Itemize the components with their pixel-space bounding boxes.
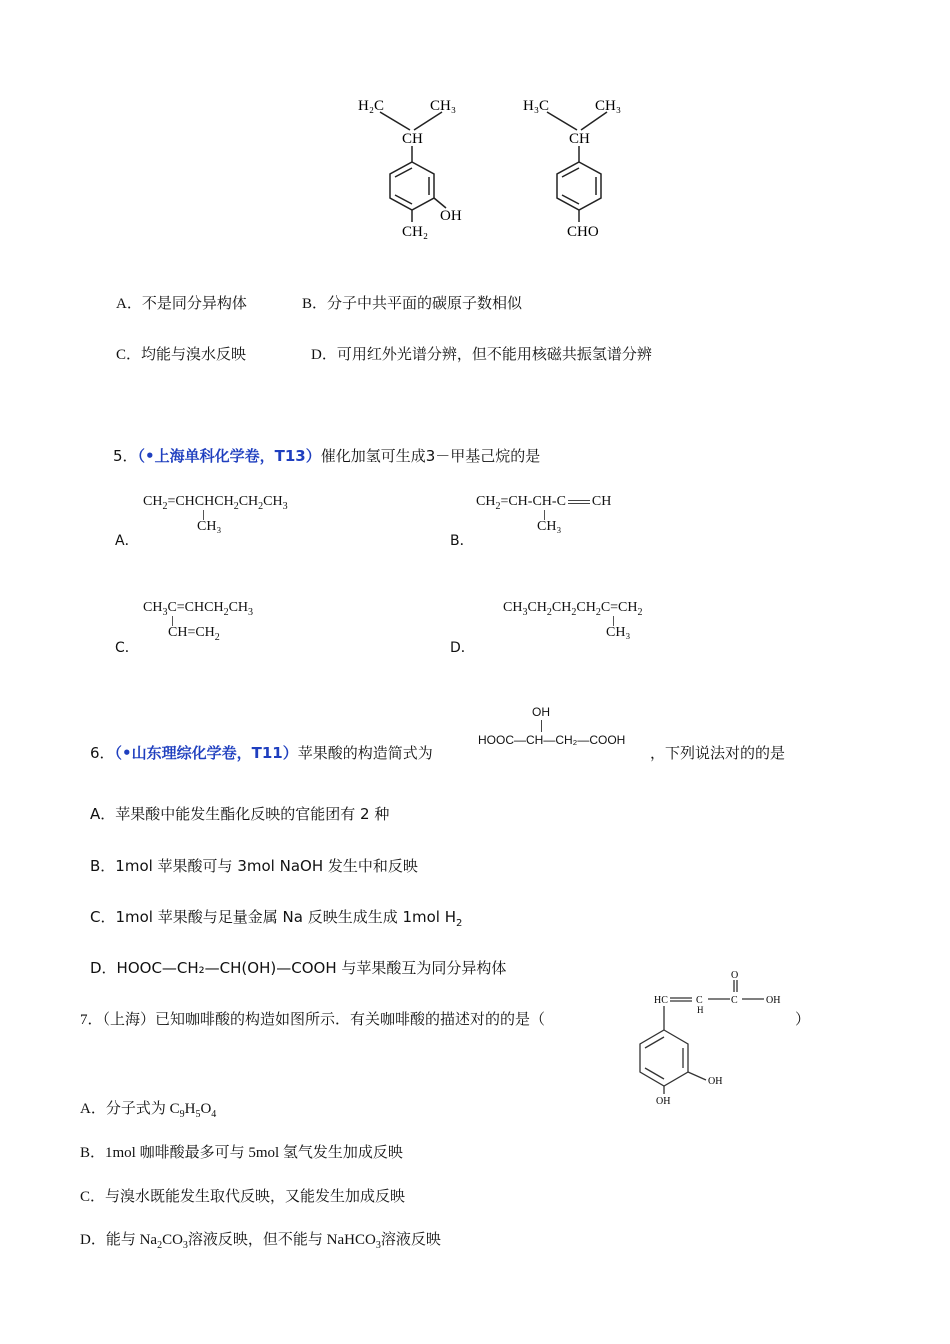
q5-c-formula: $CH_3C=CHCH_2CH_3$: [143, 600, 254, 618]
q7-option-c: C．与溴水既能发生取代反映，又能发生加成反映: [80, 1189, 406, 1205]
q5-stem: [113, 445, 540, 466]
caffeic-oh-mid: OH: [708, 1076, 723, 1087]
q7-close-paren: ）: [795, 1012, 811, 1028]
q5-label-c: C．: [115, 640, 139, 656]
caffeic-o: O: [731, 970, 739, 981]
q7-option-a: [80, 1097, 216, 1120]
q5-label-a: A．: [115, 533, 139, 549]
q4-option-d: D．可用红外光谱分辨，但不能用核磁共振氢谱分辨: [311, 347, 652, 363]
q7-d-prefix: D．能与 Na: [80, 1232, 158, 1248]
q6-option-d: D．HOOC—CH₂—CH(OH)—COOH 与苹果酸互为同分异构体: [90, 959, 507, 977]
right-top-left-label: H₃C: [523, 98, 550, 114]
q6-source: （•山东理综化学卷，T11）: [114, 744, 298, 762]
q4-option-a: A．不是同分异构体: [116, 296, 247, 312]
q5-stem-text: 催化加氢可生成3－甲基己烷的是: [320, 447, 541, 465]
q7-a-sub2: 5: [195, 1109, 201, 1120]
q5-c-branch: $CH=CH_2$: [168, 625, 220, 643]
q5-label-b: B．: [450, 533, 474, 549]
q7-d-co: CO: [162, 1232, 183, 1248]
q7-d-sub1: 2: [157, 1240, 163, 1251]
q7-a-sub1: 9: [179, 1109, 185, 1120]
q6-formula-bond: [541, 720, 542, 732]
q5-d-branch: CH₃: [606, 625, 631, 640]
caffeic-h: H: [697, 1005, 704, 1015]
q6-option-c: [90, 906, 462, 929]
q6-stem: [90, 742, 433, 763]
q5-b-formula: $CH_2=CH-CH-C$ CH: [476, 494, 612, 512]
q6-formula-main: HOOC—CH—CH₂—COOH: [478, 733, 626, 747]
q4-option-c: C．均能与溴水反映: [116, 347, 247, 363]
right-bottom-label: CHO: [567, 224, 599, 240]
left-top-right-label: CH₃: [430, 98, 457, 114]
structure-left: [350, 90, 490, 245]
q6-number: 6．: [90, 744, 115, 762]
q5-number: 5．: [113, 447, 138, 465]
q7-d-sub2: 3: [182, 1240, 188, 1251]
structure-right: [515, 90, 635, 245]
q5-b-branch: CH₃: [537, 519, 562, 534]
q5-label-d: D．: [450, 640, 475, 656]
q6-option-c-text: C．1mol 苹果酸与足量金属 Na 反映生成生成 1mol H: [90, 908, 457, 926]
q6-option-a: A．苹果酸中能发生酯化反映的官能团有 2 种: [90, 805, 390, 823]
q4-option-b: B．分子中共平面的碳原子数相似: [302, 296, 523, 312]
left-ch-label: CH: [402, 131, 423, 147]
left-oh-label: OH: [440, 208, 462, 224]
q6-stem-tail: ，下列说法对的的是: [650, 744, 786, 762]
q7-option-d: [80, 1228, 441, 1251]
q6-formula-oh: OH: [532, 705, 550, 719]
q7-d-sub3: 3: [375, 1240, 381, 1251]
q6-stem-text: 苹果酸的构造简式为: [297, 744, 433, 762]
q7-d-mid: 溶液反映，但不能与 NaHCO: [187, 1232, 376, 1248]
q7-option-b: B．1mol 咖啡酸最多可与 5mol 氢气发生加成反映: [80, 1145, 403, 1161]
left-bottom-label: CH₂: [402, 224, 429, 240]
q7-a-prefix: A．分子式为 C: [80, 1101, 180, 1117]
caffeic-oh-top: OH: [766, 995, 781, 1006]
left-top-left-label: H₂C: [358, 98, 385, 114]
q5-a-formula: $CH_2=CHCHCH_2CH_2CH_3$: [143, 494, 288, 512]
caffeic-hc: HC: [654, 995, 668, 1006]
caffeic-acid-structure: [630, 968, 790, 1108]
q5-d-formula: $CH_3CH_2CH_2CH_2C=CH_2$: [503, 600, 643, 618]
q6-option-c-sub: 2: [456, 918, 463, 929]
q7-d-tail: 溶液反映: [380, 1232, 441, 1248]
q7-a-o: O: [200, 1101, 212, 1117]
caffeic-c2: C: [731, 995, 738, 1006]
q7-a-h: H: [184, 1101, 196, 1117]
right-ch-label: CH: [569, 131, 590, 147]
q5-source: （•上海单科化学卷，T13）: [137, 447, 321, 465]
caffeic-c: C: [696, 995, 703, 1006]
q7-a-sub3: 4: [211, 1109, 217, 1120]
q7-stem: 7．（上海）已知咖啡酸的构造如图所示．有关咖啡酸的描述对的的是（: [80, 1012, 546, 1028]
q5-a-branch: CH₃: [197, 519, 222, 534]
right-top-right-label: CH₃: [595, 98, 622, 114]
caffeic-oh-bottom: OH: [656, 1096, 671, 1107]
q6-option-b: B．1mol 苹果酸可与 3mol NaOH 发生中和反映: [90, 857, 418, 875]
